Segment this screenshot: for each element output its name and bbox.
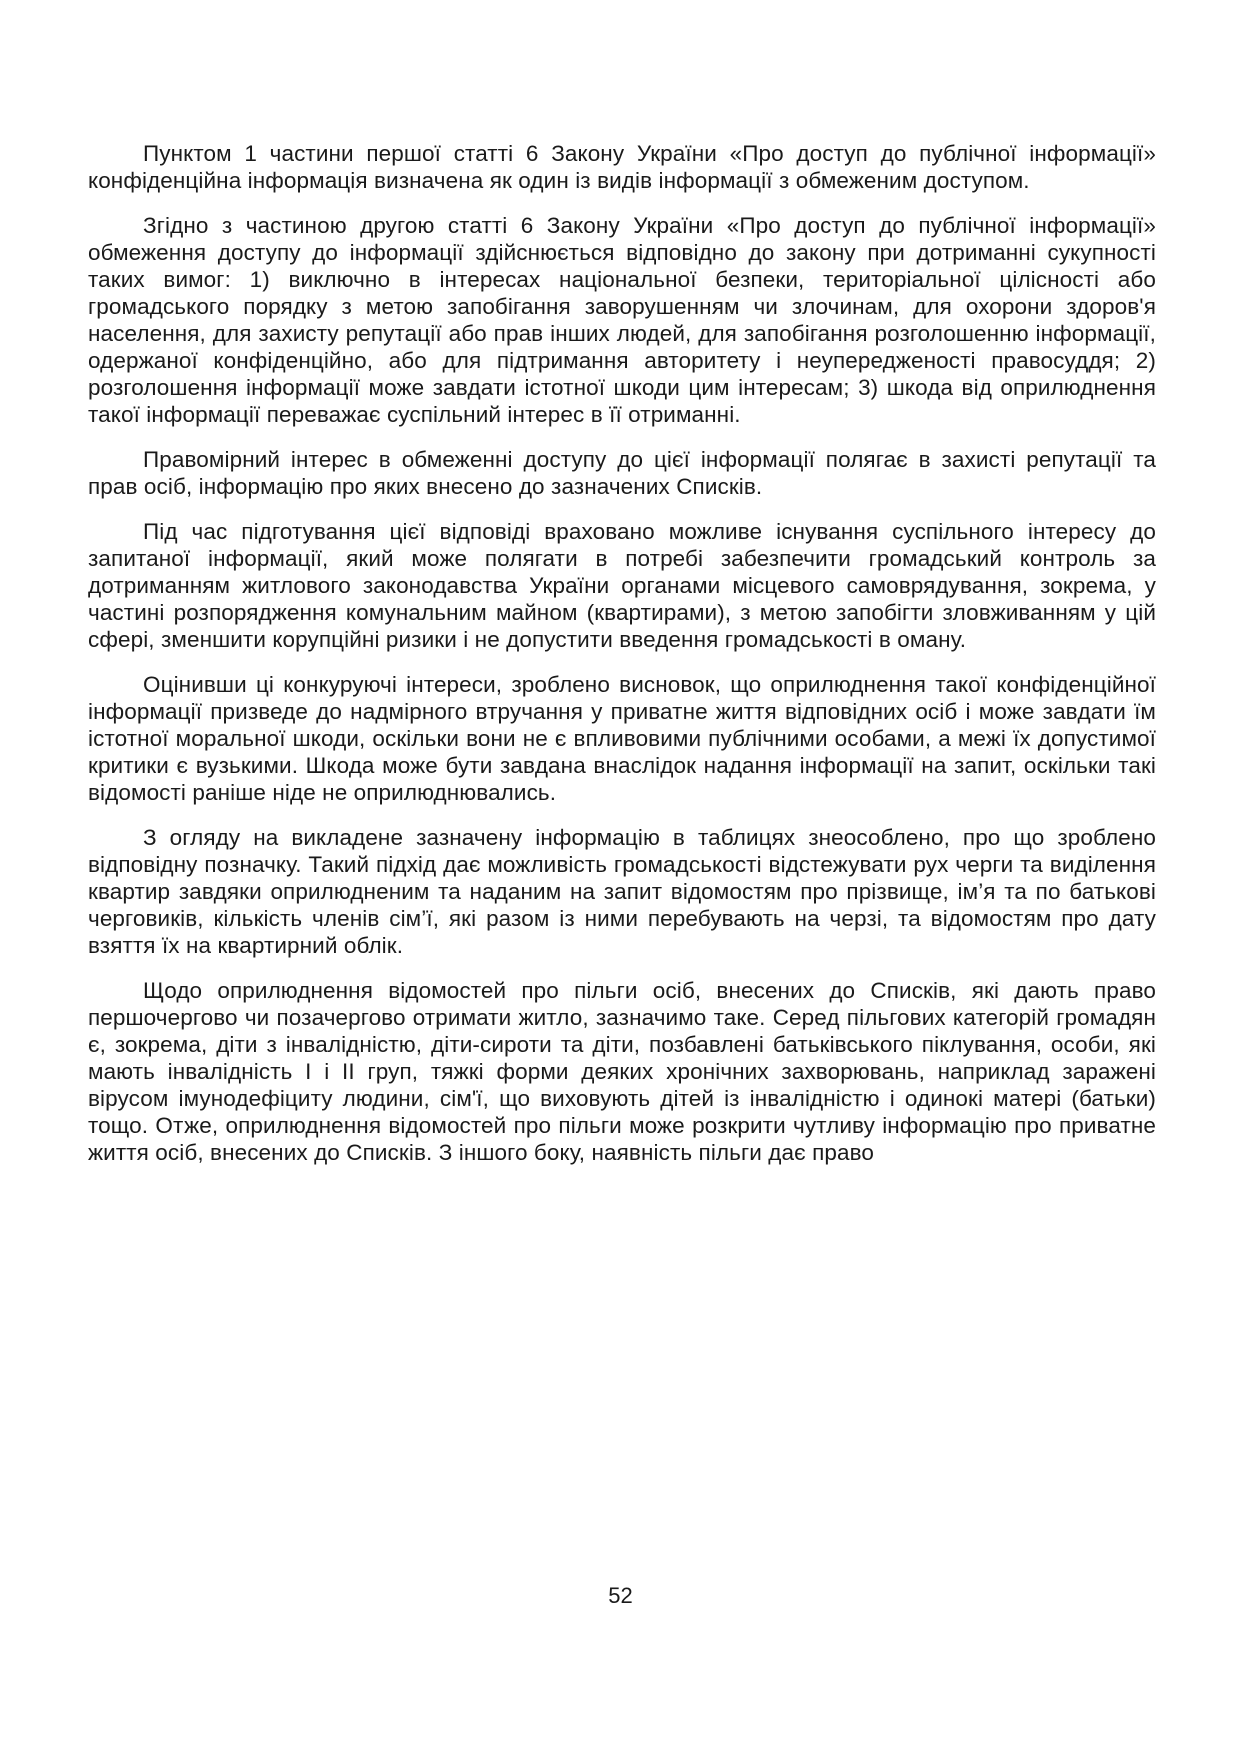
paragraph-anonymization: З огляду на викладене зазначену інформацію в таблицях знеособлено, про що зроблено відповідну позначку. Такий підхід дає можливість громадськості відстежувати рух черги та виділення квартир завдяки оприлюдненим та наданим на запит відомостям про прізвище, ім’я та по батькові черговиків, кількість членів сім’ї, які разом із ними перебувають на черзі, та відомостям про дату взяття їх на квартирний облік. bbox=[88, 825, 1156, 958]
paragraph-confidential-info-definition: Пунктом 1 частини першої статті 6 Закону України «Про доступ до публічної інформації» конфіденційна інформація визначена як один із видів інформації з обмеженим доступом. bbox=[88, 141, 1156, 193]
paragraph-benefits-disclosure: Щодо оприлюднення відомостей про пільги осіб, внесених до Списків, які дають право першочергово чи позачергово отримати житло, зазначимо таке. Серед пільгових категорій громадян є, зокрема, діти з інвалідністю, діти-сироти та діти, позбавлені батьківського піклування, особи, які мають інвалідність I і II груп, тяжкі форми деяких хронічних захворювань, наприклад заражені вірусом імунодефіциту людини, сім'ї, що виховують дітей із інвалідністю і одинокі матері (батьки) тощо. Отже, оприлюднення відомостей про пільги може розкрити чутливу інформацію про приватне життя осіб, внесених до Списків. З іншого боку, наявність пільги дає право bbox=[88, 978, 1156, 1165]
paragraph-access-restriction-requirements: Згідно з частиною другою статті 6 Закону України «Про доступ до публічної інформації» обмеження доступу до інформації здійснюється відповідно до закону при дотриманні сукупності таких вимог: 1) виключно в інтересах національної безпеки, територіальної цілісності або громадського порядку з метою запобігання заворушенням чи злочинам, для охорони здоров'я населення, для захисту репутації або прав інших людей, для запобігання розголошенню інформації, одержаної конфіденційно, або для підтримання авторитету і неупередженості правосуддя; 2) розголошення інформації може завдати істотної шкоди цим інтересам; 3) шкода від оприлюднення такої інформації переважає суспільний інтерес в її отриманні. bbox=[88, 213, 1156, 427]
page-number: 52 bbox=[608, 1583, 633, 1608]
paragraph-public-interest: Під час підготування цієї відповіді враховано можливе існування суспільного інтересу до запитаної інформації, який може полягати в потребі забезпечити громадський контроль за дотриманням житлового законодавства України органами місцевого самоврядування, зокрема, у частині розпорядження комунальним майном (квартирами), з метою запобігти зловживанням у цій сфері, зменшити корупційні ризики і не допустити введення громадськості в оману. bbox=[88, 519, 1156, 652]
document-body bbox=[88, 140, 1156, 1184]
paragraph-legitimate-interest: Правомірний інтерес в обмеженні доступу до цієї інформації полягає в захисті репутації та прав осіб, інформацію про яких внесено до зазначених Списків. bbox=[88, 447, 1156, 499]
paragraph-competing-interests: Оцінивши ці конкуруючі інтереси, зроблено висновок, що оприлюднення такої конфіденційної інформації призведе до надмірного втручання у приватне життя відповідних осіб і може завдати їм істотної моральної шкоди, оскільки вони не є впливовими публічними особами, а межі їх допустимої критики є вузькими. Шкода може бути завдана внаслідок надання інформації на запит, оскільки такі відомості раніше ніде не оприлюднювались. bbox=[88, 672, 1156, 805]
